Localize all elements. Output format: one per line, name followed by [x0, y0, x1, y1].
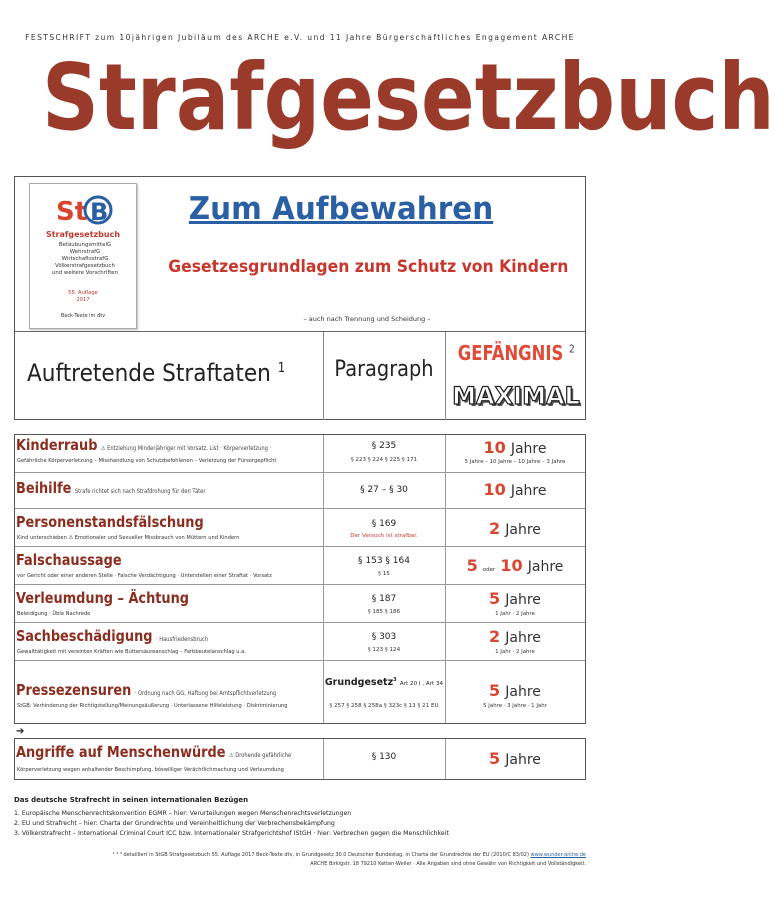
- legal-basis-heading: Gesetzesgrundlagen zum Schutz von Kindern: [168, 257, 569, 277]
- penalty-number: 5: [489, 681, 501, 700]
- offense-name: [16, 589, 189, 607]
- offense-description: StGB: Verhinderung der Richtigstellung/Meinungsäußerung · Unterlassene Hilfeleistung · Diskriminierung: [17, 703, 288, 709]
- penalty: [445, 589, 585, 608]
- offense-description: vor Gericht oder einer anderen Stelle · Falsche Verdächtigung · Unterstellen einer Straftat · Vorsatz: [17, 573, 272, 579]
- penalty: [445, 681, 585, 700]
- penalty-number: 5: [489, 749, 501, 768]
- penalty-unit: Jahre: [505, 592, 541, 608]
- intro-box: [14, 176, 586, 420]
- attack-row: [14, 738, 586, 780]
- penalty-number: 10: [483, 438, 506, 457]
- book-title: Strafgesetzbuch: [45, 230, 121, 239]
- offense-name-text: Kinderraub: [16, 436, 98, 454]
- book-edition-text: 55. Auflage: [68, 290, 98, 296]
- penalty-unit: Jahre: [510, 483, 547, 499]
- penalty-unit: Jahre: [505, 522, 541, 538]
- book-line: Völkerstrafgesetzbuch: [55, 263, 115, 269]
- page-title: Strafgesetzbuch: [42, 44, 775, 151]
- separation-note: – auch nach Trennung und Scheidung –: [303, 315, 431, 323]
- offense-description: Beleidigung · Üble Nachrede: [17, 611, 91, 617]
- offense-name-text: Angriffe auf Menschenwürde: [16, 743, 226, 761]
- column-header-prison-text: GEFÄNGNIS: [457, 341, 564, 365]
- international-line: 1. Europäische Menschenrechtskonvention EGMR – hier: Verurteilungen wegen Menschenrechtsverletzungen: [14, 810, 352, 817]
- penalty-unit: Jahre: [505, 630, 541, 646]
- divider: [323, 332, 324, 420]
- table-row: [15, 473, 585, 509]
- offense-description: Kind unterschieben ⚠ Emotionaler und Sexueller Missbrauch von Müttern und Kindern: [17, 535, 240, 541]
- table-row: [15, 661, 585, 723]
- book-cover-image: [29, 183, 137, 329]
- penalty: [445, 519, 585, 538]
- offense-name: [16, 681, 276, 699]
- offense-name-text: Personenstandsfälschung: [16, 513, 204, 531]
- offense-inline: Strafe richtet sich nach Strafdrohung für den Täter: [74, 488, 206, 495]
- penalty-unit: Jahre: [505, 752, 541, 768]
- stgb-logo-icon: [52, 190, 116, 230]
- paragraph-main-text: Grundgesetz: [324, 677, 394, 689]
- offense-name-text: Falschaussage: [16, 551, 122, 569]
- book-line: WehrstrafG: [69, 249, 101, 255]
- column-header-prison: [458, 341, 574, 365]
- book-year: 2017: [76, 297, 90, 303]
- penalty-sub: 1 Jahr · 2 Jahre: [495, 649, 535, 655]
- penalty-number: 5: [489, 589, 501, 608]
- penalty: [445, 556, 585, 575]
- svg-text:B: B: [90, 198, 109, 226]
- website-link[interactable]: www.wunder-arche.de: [530, 852, 586, 858]
- penalty-number: 10: [500, 556, 523, 575]
- paragraph-main: § 130: [371, 752, 397, 762]
- penalty-sub: 1 Jahr · 2 Jahre: [495, 611, 535, 617]
- offense-inline: ⚠ Drohende gefährliche: [228, 752, 292, 759]
- penalty-number: 2: [489, 627, 501, 646]
- book-publisher: Beck-Texte im dtv: [60, 313, 106, 319]
- offense-name: [16, 436, 271, 454]
- penalty-number: 2: [489, 519, 501, 538]
- offense-description: Gewalttätigkeit mit vereinten Kräften wie Buttersäureanschlag – Farbbeutelanschlag u.a.: [17, 649, 246, 655]
- book-contents: [40, 242, 130, 277]
- penalty: [445, 480, 585, 499]
- penalty-sub: 5 Jahre · 3 Jahre · 1 Jahr: [483, 703, 547, 709]
- international-line: 3. Völkerstrafrecht – International Criminal Court ICC bzw. Internationaler Strafgerichtshof IStGH · hier: Verbrechen gegen die Menschlichkeit: [14, 830, 449, 837]
- offense-description: Gefährliche Körperverletzung – Misshandlung von Schutzbefohlenen – Verletzung der Fürsorgepflicht: [17, 458, 277, 464]
- table-row: [15, 509, 585, 547]
- divider: [323, 661, 324, 723]
- arrow-icon: ➔: [16, 726, 25, 737]
- paragraph-sub: § 257 § 258 § 258a § 323c § 13 § 21 EU: [329, 703, 439, 709]
- paragraph-main: § 169: [371, 519, 397, 529]
- paragraph-main: [323, 677, 445, 688]
- paragraph-main: § 303: [371, 632, 397, 642]
- paragraph-main: § 187: [371, 594, 397, 604]
- paragraph-extra: Art 20 I , Art 34: [399, 681, 444, 688]
- penalty-or: oder: [482, 567, 496, 573]
- offense-name: [16, 513, 204, 531]
- paragraph-sub: § 185 § 186: [367, 609, 401, 615]
- table-row: [15, 585, 585, 623]
- column-header-offenses-text: Auftretende Straftaten: [27, 359, 271, 387]
- column-header-paragraph: Paragraph: [334, 357, 434, 382]
- offense-name-text: Verleumdung – Ächtung: [16, 589, 190, 607]
- column-header-offenses: [27, 359, 285, 387]
- penalty: [445, 627, 585, 646]
- penalty: [445, 749, 585, 768]
- paragraph-sub: § 123 § 124: [367, 647, 401, 653]
- international-title: Das deutsche Strafrecht in seinen internationalen Bezügen: [14, 796, 249, 804]
- divider: [15, 331, 585, 332]
- penalty-unit: Jahre: [505, 684, 541, 700]
- table-row: [15, 739, 585, 779]
- offense-name: [16, 551, 122, 569]
- svg-text:St: St: [56, 197, 88, 227]
- offense-description: Körperverletzung wegen anhaltender Beschimpfung, böswilliger Verächtlichmachung und Verleumdung: [17, 767, 284, 773]
- book-edition: [38, 290, 128, 304]
- offense-name: [16, 743, 291, 761]
- paragraph-main: § 235: [371, 441, 397, 451]
- penalty-number: 10: [483, 480, 506, 499]
- book-line: WirtschaftsstrafG: [61, 256, 109, 262]
- book-line: und weitere Vorschriften: [51, 270, 119, 276]
- keep-title: Zum Aufbewahren: [188, 191, 494, 227]
- festschrift-line: FESTSCHRIFT zum 10jährigen Jubiläum des ARCHE e.V. und 11 Jahre Bürgerschaftliches Engagement ARCHE: [25, 33, 575, 42]
- penalty-number: 5: [466, 556, 478, 575]
- footnote-text: ¹ ² ³ detailliert in StGB Strafgesetzbuch 55. Auflage 2017 Beck-Texte dtv, in Grundgesetz 30.0 Deutscher Bundestag, in Charta der Grundrechte der EU (2010/C 83/02): [112, 852, 529, 858]
- offense-inline: ⚠ Entziehung Minderjähriger mit Vorsatz, List · Körperverletzung ·: [100, 445, 272, 452]
- international-line: 2. EU und Strafrecht – hier: Charta der Grundrechte und Vereinheitlichung der Verbrechensbekämpfung: [14, 820, 335, 827]
- penalty-unit: Jahre: [527, 559, 564, 575]
- offense-inline: · Hausfriedensbruch: [155, 636, 208, 643]
- paragraph-sub: § 15: [378, 571, 390, 577]
- penalty: [445, 438, 585, 457]
- column-header-maximal: MAXIMAL: [452, 382, 580, 410]
- footnote-address: ARCHE Birkigstr. 18 79210 Ketten-Weiler · Alle Angaben sind ohne Gewähr von Richtigkeit und Vollständigkeit.: [310, 861, 586, 867]
- paragraph-sub: Der Versuch ist strafbar.: [350, 533, 418, 539]
- offense-name-text: Pressezensuren: [16, 681, 132, 699]
- paragraph-main: § 27 – § 30: [360, 485, 408, 495]
- penalty-unit: Jahre: [510, 441, 547, 457]
- footnote-marker: 3: [393, 677, 397, 683]
- offense-inline: · Ordnung nach GG, Haftung bei Amtspflichtverletzung: [134, 690, 277, 697]
- footnote-marker: 2: [569, 342, 575, 356]
- table-row: [15, 623, 585, 661]
- paragraph-main: § 153 § 164: [358, 556, 410, 566]
- footnote-marker: 1: [277, 361, 286, 376]
- offense-name-text: Beihilfe: [16, 479, 72, 497]
- offense-name-text: Sachbeschädigung: [16, 627, 153, 645]
- offense-name: [16, 479, 205, 497]
- footnote-sources: [14, 852, 586, 858]
- table-row: [15, 435, 585, 473]
- penalty-sub: 5 Jahre – 10 Jahre – 10 Jahre – 3 Jahre: [464, 459, 566, 465]
- table-row: [15, 547, 585, 585]
- book-line: BetäubungsmittelG: [58, 242, 112, 248]
- offense-table: [14, 434, 586, 724]
- offense-name: [16, 627, 208, 645]
- paragraph-sub: § 223 § 224 § 225 § 171: [350, 457, 418, 463]
